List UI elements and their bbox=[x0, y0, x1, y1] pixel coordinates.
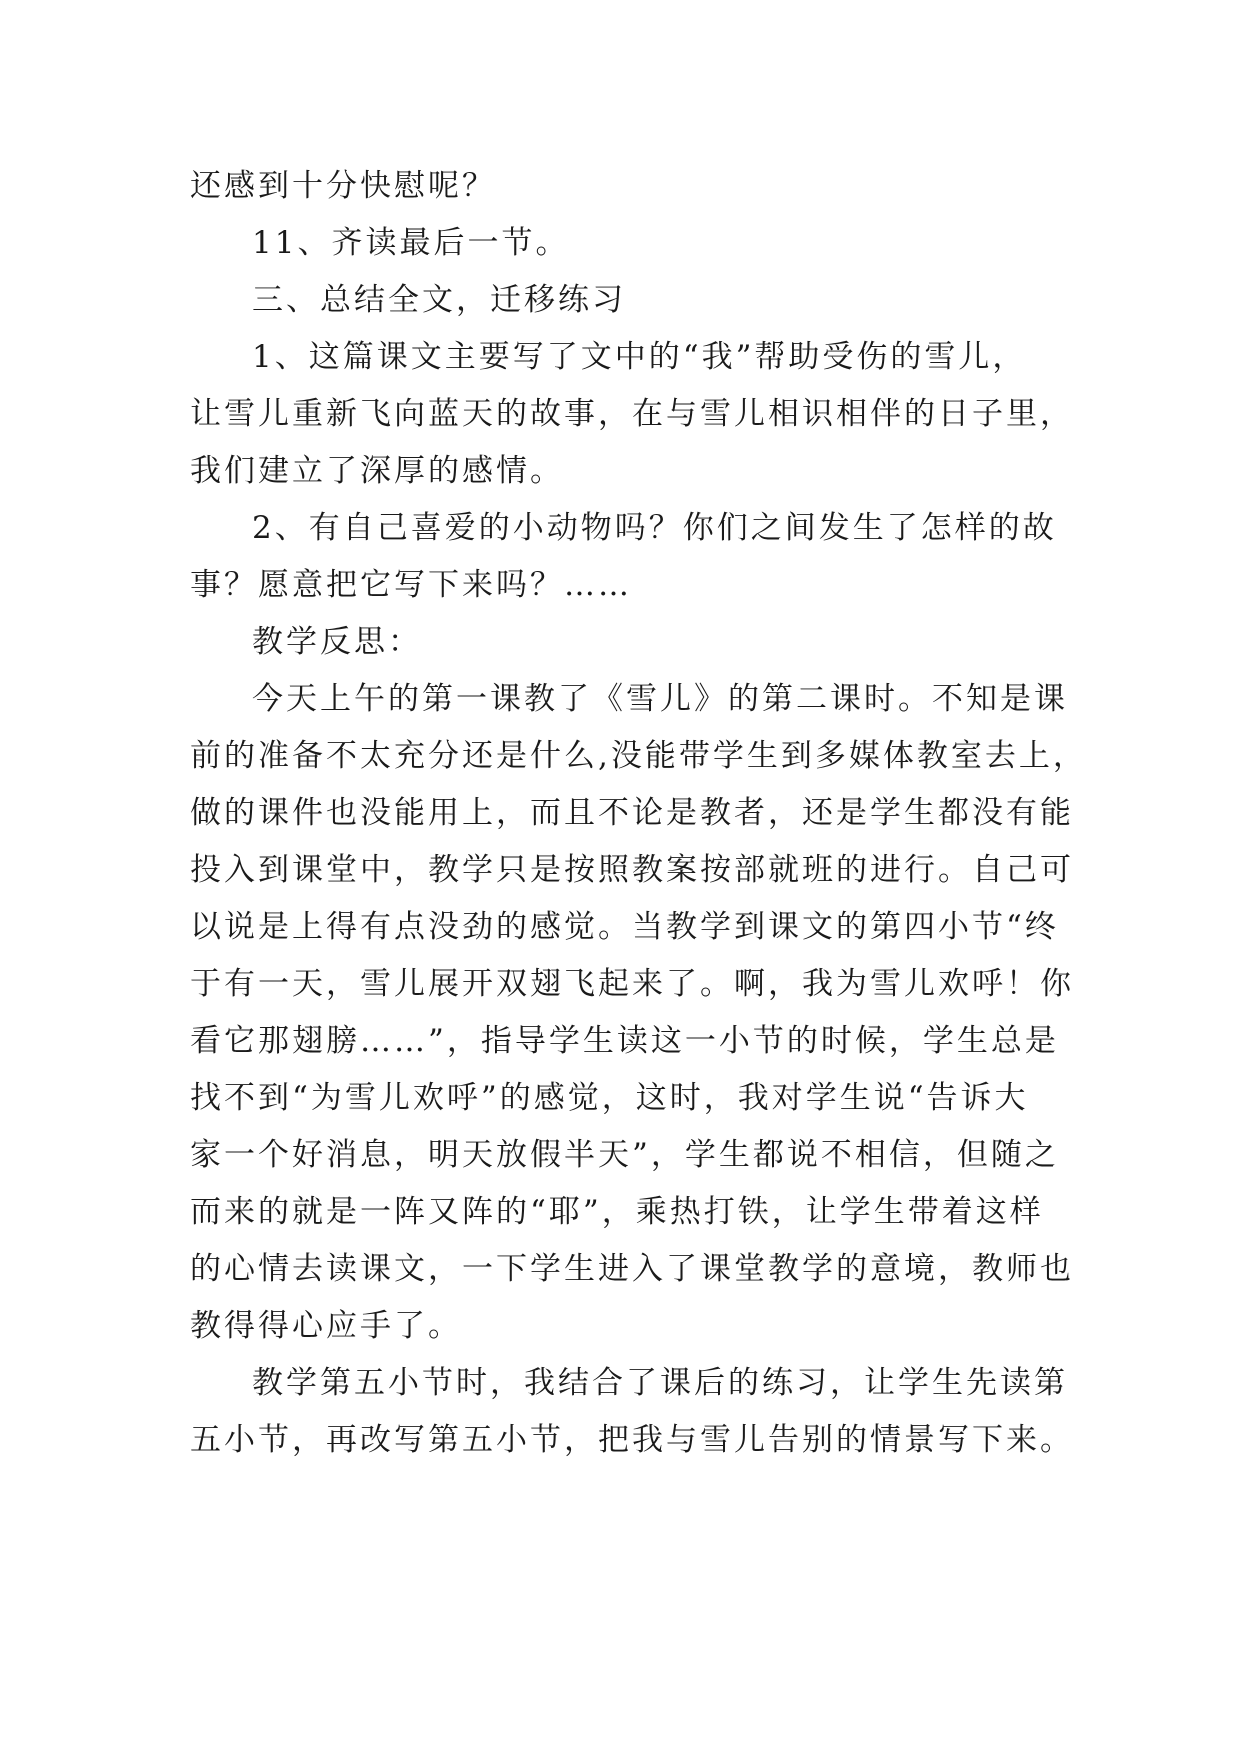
text-line: 2、有自己喜爱的小动物吗？你们之间发生了怎样的故 bbox=[252, 510, 1057, 546]
text-line: 今天上午的第一课教了《雪儿》的第二课时。不知是课 bbox=[252, 681, 1068, 717]
text-line: 找不到“为雪儿欢呼”的感觉，这时，我对学生说“告诉大 bbox=[190, 1080, 1029, 1116]
text-line: 以说是上得有点没劲的感觉。当教学到课文的第四小节“终 bbox=[190, 909, 1059, 945]
text-line: 事？愿意把它写下来吗？…… bbox=[190, 567, 632, 603]
body-text bbox=[190, 158, 1087, 1469]
text-line: 11、齐读最后一节。 bbox=[252, 225, 570, 261]
text-line: 看它那翅膀……”，指导学生读这一小节的时候，学生总是 bbox=[190, 1023, 1059, 1059]
text-line: 于有一天，雪儿展开双翅飞起来了。啊，我为雪儿欢呼！你 bbox=[190, 966, 1074, 1002]
text-line: 我们建立了深厚的感情。 bbox=[190, 453, 564, 489]
text-line: 还感到十分快慰呢？ bbox=[190, 168, 496, 204]
section-heading: 教学反思： bbox=[252, 624, 422, 660]
text-line: 做的课件也没能用上，而且不论是教者，还是学生都没有能 bbox=[190, 795, 1074, 831]
text-line: 让雪儿重新飞向蓝天的故事，在与雪儿相识相伴的日子里， bbox=[190, 396, 1074, 432]
text-line: 家一个好消息，明天放假半天”，学生都说不相信，但随之 bbox=[190, 1137, 1059, 1173]
text-line: 教学第五小节时，我结合了课后的练习，让学生先读第 bbox=[252, 1365, 1068, 1401]
text-line: 前的准备不太充分还是什么,没能带学生到多媒体教室去上， bbox=[190, 738, 1087, 774]
text-line: 1、这篇课文主要写了文中的“我”帮助受伤的雪儿， bbox=[252, 339, 1027, 375]
text-line: 而来的就是一阵又阵的“耶”，乘热打铁，让学生带着这样 bbox=[190, 1194, 1044, 1230]
text-line: 的心情去读课文，一下学生进入了课堂教学的意境，教师也 bbox=[190, 1251, 1074, 1287]
section-heading: 三、总结全文，迁移练习 bbox=[252, 282, 626, 318]
text-line: 五小节，再改写第五小节，把我与雪儿告别的情景写下来。 bbox=[190, 1422, 1074, 1458]
text-line: 教得得心应手了。 bbox=[190, 1308, 462, 1344]
text-line: 投入到课堂中，教学只是按照教案按部就班的进行。自己可 bbox=[190, 852, 1074, 888]
